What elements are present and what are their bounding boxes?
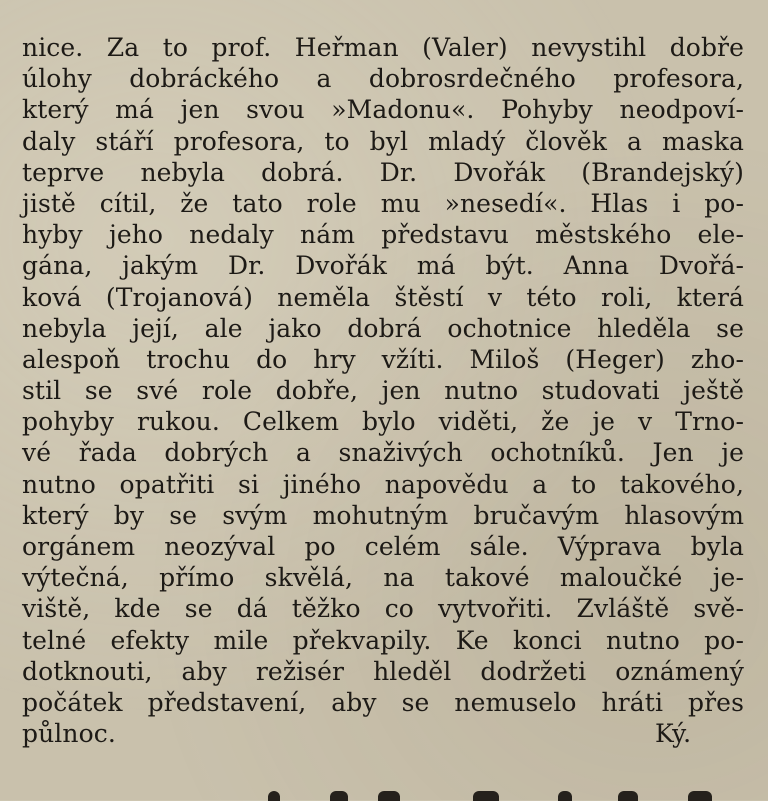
article-text [22, 32, 744, 749]
author-signature: Ký. [655, 719, 692, 749]
text-line: gána, jakým Dr. Dvořák má být. Anna Dvořá- [22, 251, 744, 281]
text-line: alespoň trochu do hry vžíti. Miloš (Heger) zho- [22, 344, 744, 374]
text-line: nutno opatřiti si jiného napovědu a to takového, [22, 469, 744, 499]
text-line: viště, kde se dá těžko co vytvořiti. Zvláště svě- [22, 594, 744, 624]
text-line: daly stáří profesora, to byl mladý člověk a maska [22, 126, 744, 156]
text-line: úlohy dobráckého a dobrosrdečného profesora, [22, 64, 744, 94]
text-line: výtečná, přímo skvělá, na takové maloučké je- [22, 563, 744, 593]
text-line: orgánem neozýval po celém sále. Výprava byla [22, 532, 744, 561]
text-line: dotknouti, aby režisér hleděl dodržeti oznámený [22, 656, 744, 686]
text-line: ková (Trojanová) neměla štěstí v této roli, která [22, 282, 744, 312]
text-line: hyby jeho nedaly nám představu městského ele- [22, 220, 744, 250]
text-line: nebyla její, ale jako dobrá ochotnice hleděla se [22, 313, 744, 343]
text-line: stil se své role dobře, jen nutno studovati ještě [22, 376, 744, 406]
cropped-next-line [258, 781, 738, 801]
text-line: teprve nebyla dobrá. Dr. Dvořák (Brandejský) [22, 157, 744, 187]
text-line: vé řada dobrých a snaživých ochotníků. Jen je [22, 438, 744, 468]
final-text-line [22, 718, 744, 749]
text-line: telné efekty mile překvapily. Ke konci nutno po- [22, 625, 744, 655]
text-line: počátek představení, aby se nemuselo hráti přes [22, 687, 744, 717]
text-line: který má jen svou »Madonu«. Pohyby neodpoví- [22, 95, 744, 125]
text-line: který by se svým mohutným bručavým hlasovým [22, 500, 744, 530]
text-line: nice. Za to prof. Heřman (Valer) nevystihl dobře [22, 33, 744, 62]
text-line: pohyby rukou. Celkem bylo viděti, že je v Trno- [22, 407, 744, 437]
text-line: jistě cítil, že tato role mu »nesedí«. Hlas i po- [22, 188, 744, 218]
final-words: půlnoc. [22, 719, 116, 749]
